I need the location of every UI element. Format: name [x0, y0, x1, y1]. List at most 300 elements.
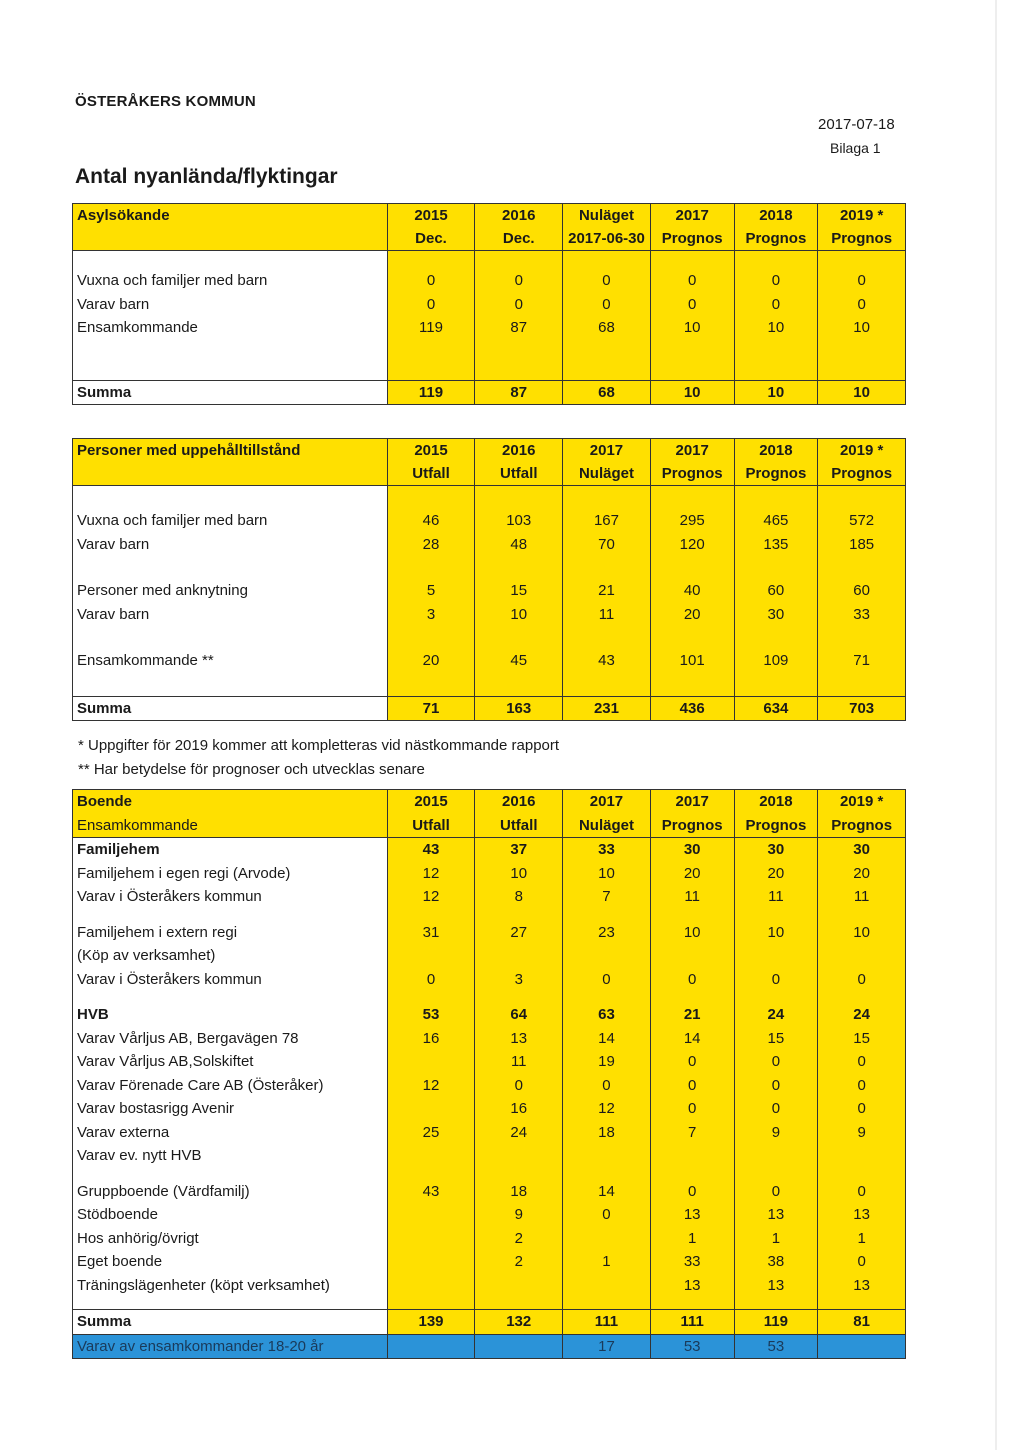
cell-value [818, 944, 906, 968]
cell-value [818, 1144, 906, 1168]
cell-value: 111 [650, 1310, 734, 1335]
cell-value [563, 1144, 651, 1168]
cell-value: 111 [563, 1310, 651, 1335]
cell-value: 2016 [475, 790, 563, 814]
cell-value: 13 [734, 1274, 818, 1298]
cell-value: 20 [818, 862, 906, 886]
cell-value: 2 [475, 1227, 563, 1251]
cell-value: 0 [818, 1097, 906, 1121]
cell-value: 10 [650, 921, 734, 945]
cell-value: 12 [387, 862, 475, 886]
cell-value: 2017 [650, 204, 734, 228]
attachment-label: Bilaga 1 [830, 140, 881, 156]
cell-value: 20 [387, 649, 475, 673]
cell-value: 10 [563, 862, 651, 886]
row-label: Stödboende [73, 1203, 388, 1227]
spacer-row [73, 251, 906, 270]
cell-value: 11 [475, 1050, 563, 1074]
table-row [73, 269, 906, 293]
cell-value: 10 [818, 921, 906, 945]
row-label: Varav externa [73, 1121, 388, 1145]
cell-value: 12 [563, 1097, 651, 1121]
row-label: Varav av ensamkommander 18-20 år [73, 1334, 388, 1359]
cell-value: 31 [387, 921, 475, 945]
cell-value: 20 [650, 603, 734, 627]
cell-value: Prognos [734, 814, 818, 838]
cell-value: 0 [650, 968, 734, 992]
cell-value: 14 [563, 1027, 651, 1051]
cell-value [650, 1144, 734, 1168]
cell-value: 9 [818, 1121, 906, 1145]
cell-value: 18 [475, 1180, 563, 1204]
cell-value: 81 [818, 1310, 906, 1335]
cell-value: 0 [818, 1250, 906, 1274]
table-row [73, 1180, 906, 1204]
cell-value: 15 [475, 579, 563, 603]
cell-value: 119 [734, 1310, 818, 1335]
cell-value: 15 [734, 1027, 818, 1051]
cell-value: 64 [475, 1003, 563, 1027]
cell-value: 33 [650, 1250, 734, 1274]
row-label: Ensamkommande ** [73, 649, 388, 673]
cell-value: 0 [650, 269, 734, 293]
cell-value [818, 1334, 906, 1359]
cell-value: 167 [563, 509, 651, 533]
cell-value: 43 [387, 1180, 475, 1204]
cell-value: 2019 * [818, 790, 906, 814]
row-label [73, 227, 388, 251]
organization-name: ÖSTERÅKERS KOMMUN [75, 93, 256, 110]
cell-value: 2017 [650, 790, 734, 814]
cell-value: 16 [475, 1097, 563, 1121]
cell-value: Nuläget [563, 462, 651, 486]
cell-value: 38 [734, 1250, 818, 1274]
spacer-row [73, 673, 906, 697]
cell-value: 87 [475, 316, 563, 340]
row-label: Asylsökande [73, 204, 388, 228]
cell-value: 9 [734, 1121, 818, 1145]
sum-row [73, 1310, 906, 1335]
cell-value: 0 [563, 1074, 651, 1098]
cell-value [563, 944, 651, 968]
cell-value: 0 [818, 269, 906, 293]
cell-value: 30 [818, 838, 906, 862]
cell-value: Utfall [387, 814, 475, 838]
cell-value: 10 [818, 316, 906, 340]
cell-value: 0 [650, 1074, 734, 1098]
cell-value [734, 944, 818, 968]
cell-value: 63 [563, 1003, 651, 1027]
cell-value: 13 [734, 1203, 818, 1227]
row-label: Varav i Österåkers kommun [73, 885, 388, 909]
cell-value: 2015 [387, 439, 475, 463]
cell-value: 465 [734, 509, 818, 533]
cell-value: 10 [650, 316, 734, 340]
table-row [73, 862, 906, 886]
subheader-row [73, 462, 906, 486]
cell-value: 45 [475, 649, 563, 673]
cell-value: 30 [650, 838, 734, 862]
row-label: Ensamkommande [73, 316, 388, 340]
cell-value: 87 [475, 380, 563, 405]
row-label: Personer med anknytning [73, 579, 388, 603]
spacer-row [73, 486, 906, 510]
row-label: Varav Vårljus AB, Bergavägen 78 [73, 1027, 388, 1051]
cell-value: 20 [734, 862, 818, 886]
cell-value: 0 [387, 269, 475, 293]
cell-value: 2019 * [818, 439, 906, 463]
cell-value: 70 [563, 533, 651, 557]
row-label: Varav barn [73, 293, 388, 317]
cell-value: 0 [734, 1180, 818, 1204]
table-row [73, 1003, 906, 1027]
cell-value: 0 [734, 269, 818, 293]
cell-value: 17 [563, 1334, 651, 1359]
spacer-row [73, 556, 906, 579]
cell-value: 0 [734, 968, 818, 992]
cell-value: 0 [563, 293, 651, 317]
cell-value: 120 [650, 533, 734, 557]
cell-value: 2017 [563, 439, 651, 463]
table-row [73, 1274, 906, 1298]
cell-value: 2017-06-30 [563, 227, 651, 251]
spacer-row [73, 991, 906, 1003]
table-row [73, 649, 906, 673]
cell-value: 0 [563, 1203, 651, 1227]
cell-value: 0 [734, 1050, 818, 1074]
cell-value: 20 [650, 862, 734, 886]
cell-value: Utfall [475, 462, 563, 486]
table-row [73, 1250, 906, 1274]
cell-value: 0 [563, 968, 651, 992]
cell-value: 634 [734, 696, 818, 721]
row-label: HVB [73, 1003, 388, 1027]
cell-value: 0 [818, 1074, 906, 1098]
cell-value: 37 [475, 838, 563, 862]
cell-value: 109 [734, 649, 818, 673]
cell-value: 2017 [563, 790, 651, 814]
spacer-row [73, 1168, 906, 1180]
cell-value: 1 [650, 1227, 734, 1251]
row-label: Varav bostasrigg Avenir [73, 1097, 388, 1121]
row-label: Varav ev. nytt HVB [73, 1144, 388, 1168]
cell-value: 21 [650, 1003, 734, 1027]
row-label: Varav Vårljus AB,Solskiftet [73, 1050, 388, 1074]
cell-value: 11 [734, 885, 818, 909]
cell-value [387, 944, 475, 968]
table-row [73, 885, 906, 909]
cell-value: 7 [650, 1121, 734, 1145]
row-label [73, 462, 388, 486]
cell-value [734, 1144, 818, 1168]
row-label: Boende [73, 790, 388, 814]
cell-value: 2018 [734, 790, 818, 814]
cell-value: 71 [818, 649, 906, 673]
cell-value: 5 [387, 579, 475, 603]
table-row [73, 1227, 906, 1251]
cell-value: 0 [475, 269, 563, 293]
row-label: (Köp av verksamhet) [73, 944, 388, 968]
cell-value: 30 [734, 838, 818, 862]
cell-value: 12 [387, 885, 475, 909]
cell-value: 0 [650, 1180, 734, 1204]
cell-value: Dec. [475, 227, 563, 251]
spacer-row [73, 909, 906, 921]
spacer-row [73, 626, 906, 649]
cell-value: 14 [563, 1180, 651, 1204]
subheader-row [73, 227, 906, 251]
row-label: Familjehem i egen regi (Arvode) [73, 862, 388, 886]
cell-value: 24 [734, 1003, 818, 1027]
cell-value: 703 [818, 696, 906, 721]
cell-value: 2018 [734, 439, 818, 463]
cell-value [387, 1250, 475, 1274]
cell-value: 25 [387, 1121, 475, 1145]
cell-value: 11 [563, 603, 651, 627]
cell-value: 10 [818, 380, 906, 405]
cell-value: 43 [387, 838, 475, 862]
cell-value [650, 944, 734, 968]
spacer-row [73, 1297, 906, 1310]
cell-value [563, 1227, 651, 1251]
cell-value: 0 [650, 1050, 734, 1074]
cell-value: 2016 [475, 439, 563, 463]
cell-value: 48 [475, 533, 563, 557]
table-row [73, 921, 906, 945]
cell-value: 0 [734, 293, 818, 317]
row-label: Summa [73, 696, 388, 721]
cell-value [475, 1274, 563, 1298]
sum-row [73, 380, 906, 405]
blue-row [73, 1334, 906, 1359]
cell-value [387, 1203, 475, 1227]
cell-value: 68 [563, 380, 651, 405]
table-row [73, 509, 906, 533]
cell-value: 9 [475, 1203, 563, 1227]
table-row [73, 944, 906, 968]
row-label: Summa [73, 380, 388, 405]
cell-value: Dec. [387, 227, 475, 251]
row-label: Träningslägenheter (köpt verksamhet) [73, 1274, 388, 1298]
row-label: Vuxna och familjer med barn [73, 509, 388, 533]
footnote-1: * Uppgifter för 2019 kommer att kompletteras vid nästkommande rapport [78, 737, 560, 754]
cell-value: 40 [650, 579, 734, 603]
cell-value: 11 [818, 885, 906, 909]
row-label: Varav i Österåkers kommun [73, 968, 388, 992]
cell-value: Nuläget [563, 204, 651, 228]
cell-value: 1 [818, 1227, 906, 1251]
cell-value: 24 [475, 1121, 563, 1145]
cell-value: 2016 [475, 204, 563, 228]
cell-value: 71 [387, 696, 475, 721]
spacer-row [73, 340, 906, 381]
cell-value: 0 [650, 293, 734, 317]
row-label: Vuxna och familjer med barn [73, 269, 388, 293]
cell-value: 10 [475, 862, 563, 886]
cell-value: Utfall [387, 462, 475, 486]
cell-value: 572 [818, 509, 906, 533]
row-label: Eget boende [73, 1250, 388, 1274]
cell-value: 13 [650, 1203, 734, 1227]
cell-value [563, 1274, 651, 1298]
cell-value: 60 [818, 579, 906, 603]
cell-value: 53 [650, 1334, 734, 1359]
table-row [73, 579, 906, 603]
cell-value: 19 [563, 1050, 651, 1074]
housing-table [72, 789, 906, 1359]
cell-value: 139 [387, 1310, 475, 1335]
table-row [73, 968, 906, 992]
row-label: Gruppboende (Värdfamilj) [73, 1180, 388, 1204]
cell-value: 13 [818, 1274, 906, 1298]
scan-edge [995, 0, 997, 1450]
cell-value: 13 [650, 1274, 734, 1298]
cell-value: 2 [475, 1250, 563, 1274]
cell-value [387, 1227, 475, 1251]
cell-value: 28 [387, 533, 475, 557]
cell-value [475, 1144, 563, 1168]
row-label: Summa [73, 1310, 388, 1335]
cell-value: 68 [563, 316, 651, 340]
cell-value: 0 [475, 293, 563, 317]
cell-value: Prognos [734, 462, 818, 486]
cell-value: 0 [563, 269, 651, 293]
cell-value [387, 1274, 475, 1298]
cell-value: 18 [563, 1121, 651, 1145]
cell-value [387, 1050, 475, 1074]
cell-value: 46 [387, 509, 475, 533]
table-row [73, 1097, 906, 1121]
cell-value: 101 [650, 649, 734, 673]
cell-value: Prognos [734, 227, 818, 251]
row-label: Varav Förenade Care AB (Österåker) [73, 1074, 388, 1098]
cell-value: 13 [475, 1027, 563, 1051]
cell-value: 10 [734, 921, 818, 945]
cell-value: 119 [387, 380, 475, 405]
subheader-row [73, 814, 906, 838]
cell-value: 53 [734, 1334, 818, 1359]
cell-value: Prognos [818, 227, 906, 251]
row-label: Ensamkommande [73, 814, 388, 838]
cell-value: 21 [563, 579, 651, 603]
cell-value: 27 [475, 921, 563, 945]
table-row [73, 1074, 906, 1098]
cell-value: 0 [475, 1074, 563, 1098]
table-row [73, 838, 906, 862]
table-row [73, 1050, 906, 1074]
cell-value: 60 [734, 579, 818, 603]
cell-value: 43 [563, 649, 651, 673]
cell-value: 1 [734, 1227, 818, 1251]
cell-value [387, 1144, 475, 1168]
cell-value: 295 [650, 509, 734, 533]
cell-value: 0 [387, 293, 475, 317]
header-row [73, 790, 906, 814]
row-label: Familjehem i extern regi [73, 921, 388, 945]
cell-value: 163 [475, 696, 563, 721]
cell-value: 1 [563, 1250, 651, 1274]
cell-value: 11 [650, 885, 734, 909]
cell-value: 24 [818, 1003, 906, 1027]
cell-value: Utfall [475, 814, 563, 838]
cell-value: Prognos [650, 814, 734, 838]
cell-value: Prognos [818, 462, 906, 486]
cell-value: 14 [650, 1027, 734, 1051]
cell-value: Prognos [650, 462, 734, 486]
asylum-table [72, 203, 906, 405]
cell-value: 119 [387, 316, 475, 340]
sum-row [73, 696, 906, 721]
cell-value: Prognos [650, 227, 734, 251]
cell-value: 135 [734, 533, 818, 557]
cell-value: 2019 * [818, 204, 906, 228]
cell-value: 16 [387, 1027, 475, 1051]
row-label: Hos anhörig/övrigt [73, 1227, 388, 1251]
table-row [73, 533, 906, 557]
cell-value: 3 [475, 968, 563, 992]
row-label: Personer med uppehålltillstånd [73, 439, 388, 463]
cell-value: 0 [818, 1050, 906, 1074]
table-row [73, 1121, 906, 1145]
cell-value [475, 944, 563, 968]
cell-value: 231 [563, 696, 651, 721]
cell-value: 0 [734, 1074, 818, 1098]
table-row [73, 603, 906, 627]
cell-value: 23 [563, 921, 651, 945]
table-row [73, 316, 906, 340]
row-label: Varav barn [73, 533, 388, 557]
cell-value: Nuläget [563, 814, 651, 838]
residence-permit-table [72, 438, 906, 721]
cell-value: 10 [475, 603, 563, 627]
document-date: 2017-07-18 [818, 116, 895, 133]
cell-value: 3 [387, 603, 475, 627]
table-row [73, 293, 906, 317]
cell-value: 12 [387, 1074, 475, 1098]
footnote-2: ** Har betydelse för prognoser och utvecklas senare [78, 761, 425, 778]
cell-value: 10 [734, 316, 818, 340]
cell-value [475, 1334, 563, 1359]
row-label: Varav barn [73, 603, 388, 627]
cell-value: 33 [818, 603, 906, 627]
cell-value: 8 [475, 885, 563, 909]
cell-value: 103 [475, 509, 563, 533]
cell-value: 7 [563, 885, 651, 909]
header-row [73, 204, 906, 228]
cell-value: 185 [818, 533, 906, 557]
cell-value: 0 [734, 1097, 818, 1121]
cell-value: 436 [650, 696, 734, 721]
cell-value: 30 [734, 603, 818, 627]
cell-value: 0 [818, 293, 906, 317]
cell-value: 132 [475, 1310, 563, 1335]
cell-value: 53 [387, 1003, 475, 1027]
cell-value: 2015 [387, 790, 475, 814]
row-label: Familjehem [73, 838, 388, 862]
cell-value: Prognos [818, 814, 906, 838]
cell-value: 0 [650, 1097, 734, 1121]
table-row [73, 1144, 906, 1168]
cell-value: 13 [818, 1203, 906, 1227]
cell-value: 0 [818, 1180, 906, 1204]
table-row [73, 1027, 906, 1051]
cell-value: 2015 [387, 204, 475, 228]
cell-value: 0 [387, 968, 475, 992]
cell-value: 10 [734, 380, 818, 405]
cell-value: 15 [818, 1027, 906, 1051]
header-row [73, 439, 906, 463]
cell-value: 2017 [650, 439, 734, 463]
